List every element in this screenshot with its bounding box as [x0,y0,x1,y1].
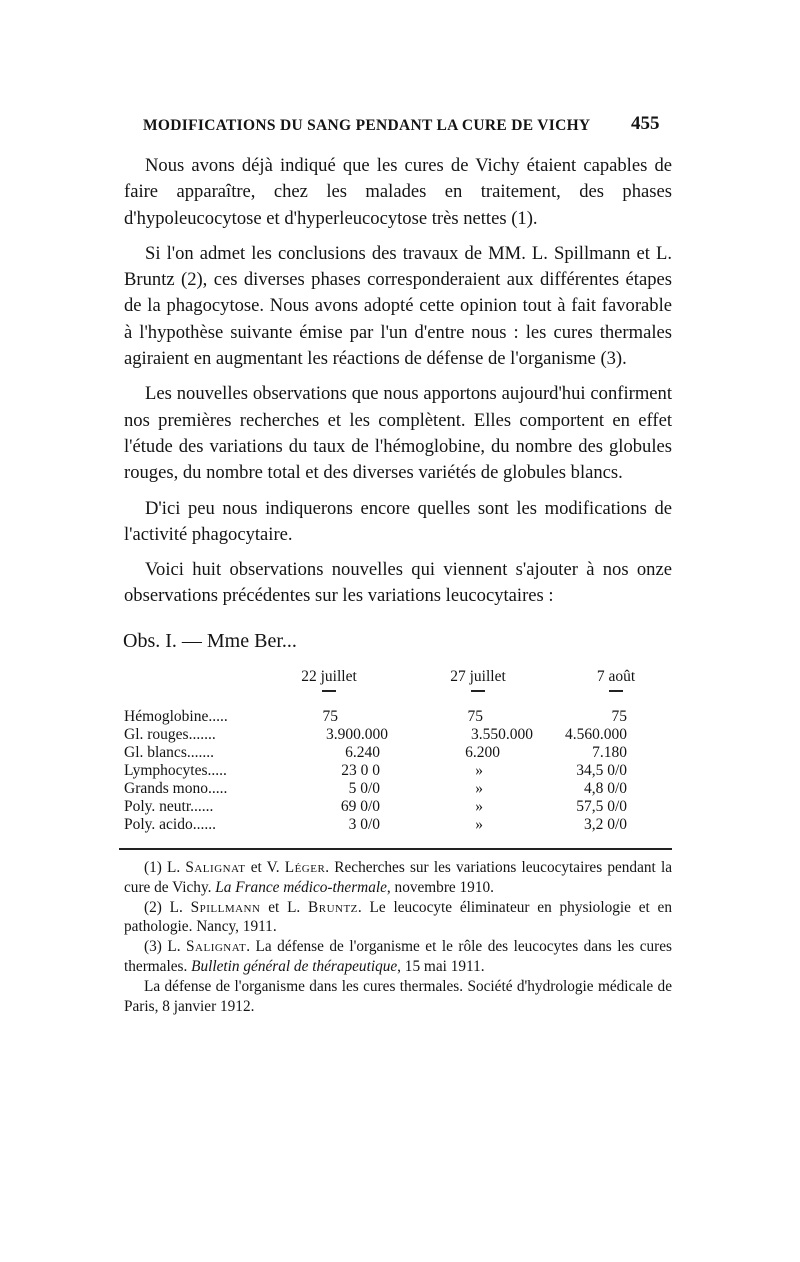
footnote-text: . La défense de l'organisme et le rôle des leucocytes dans les cures thermales. [124,938,672,975]
footnote-text: , 15 mai 1911. [397,957,485,975]
footnote-number: (3) L. [144,938,181,956]
footnote-author: Léger [284,859,326,876]
row-label: Poly. acido...... [124,816,216,833]
table-row [124,726,672,744]
footnote-journal: Bulletin général de thérapeutique [191,957,398,975]
table-cell: 4.560.000 [565,726,627,743]
table-cell: 3.550.000 [471,726,533,743]
footnote-journal: La France médico-thermale [215,878,387,896]
column-header: 22 juillet [301,668,357,685]
table-cell: 57,5 0/0 [576,798,627,815]
paragraph: Voici huit observations nouvelles qui viennent s'ajouter à nos onze observations précédentes sur les variations leucocytaires : [124,559,672,607]
footnote-author: Bruntz [308,898,358,916]
paragraph: Si l'on admet les conclusions des travaux de MM. L. Spillmann et L. Bruntz (2), ces diverses phases corresponderaient aux différentes étapes de la phagocytose. Nous avons adopté cette opinion tout à fait favorable à l'hypothèse suivante émise par l'un d'entre nous : les cures thermales agiraient en augmentant les réactions de défense de l'organisme (3). [124,242,672,370]
running-title: MODIFICATIONS DU SANG PENDANT LA CURE DE VICHY [143,117,591,134]
body-text [124,153,672,619]
table-cell: 3.900.000 [326,726,388,743]
table-cell: 3 0/0 [348,816,380,833]
footnote-text: . Recherches sur les variations leucocytaires pendant la cure de Vichy. [124,859,672,896]
column-header: 7 août [596,668,636,685]
footnote: La défense de l'organisme dans les cures thermales. Société d'hydrologie médicale de Paris, 8 janvier 1912. [124,977,672,1015]
footnote-text: et V. [250,859,280,876]
table-row [124,708,672,726]
page-header [0,113,800,141]
table-row [124,798,672,816]
table-cell: » [475,762,483,779]
column-dash [609,690,623,692]
table-cell: 23 0 0 [341,762,380,779]
table-row [124,762,672,780]
table-cell: 69 0/0 [340,798,380,815]
footnote [124,898,672,938]
row-label: Gl. rouges....... [124,726,216,743]
table-cell: 4,8 0/0 [583,780,627,797]
table-row [124,816,672,834]
row-label: Lymphocytes..... [124,762,227,779]
footnote-author: Salignat [186,938,247,956]
table-cell: 75 [322,708,338,725]
table-cell: » [475,816,483,833]
column-header: 27 juillet [450,668,506,685]
footnote-number: (2) L. [144,898,183,916]
table-cell: » [475,780,483,797]
column-dash [322,690,336,692]
table-cell: 5 0/0 [348,780,380,797]
table-cell: 75 [611,708,627,725]
row-label: Gl. blancs....... [124,744,214,761]
row-label: Poly. neutr...... [124,798,214,815]
page-number: 455 [631,113,660,134]
row-label: Grands mono..... [124,780,228,797]
table-cell: 6.200 [465,744,500,761]
column-dash [471,690,485,692]
footnotes [124,858,672,1016]
paragraph: D'ici peu nous indiquerons encore quelles sont les modifications de l'activité phagocytaire. [124,497,672,545]
footnote-text: et L. [268,898,301,916]
footnote-author: Salignat [185,859,246,876]
table-cell: 75 [467,708,483,725]
footnote [124,937,672,977]
table-row [124,744,672,762]
footnote-text: . Le leucocyte éliminateur en physiologie et en pathologie. Nancy, 1911. [124,898,672,936]
table-cell: 3,2 0/0 [583,816,627,833]
paragraph: Nous avons déjà indiqué que les cures de Vichy étaient capables de faire apparaître, chez les malades en traitement, des phases d'hypoleucocytose et d'hyperleucocytose très nettes (1). [124,155,672,229]
observation-title: Obs. I. — Mme Ber... [123,630,297,652]
table-row [124,780,672,798]
footnote-number: (1) L. [144,859,181,876]
table-cell: » [475,798,483,815]
paragraph: Les nouvelles observations que nous apportons aujourd'hui confirment nos premières recherches et les complètent. Elles comportent en effet l'étude des variations du taux de l'hémoglobine, du nombre des globules rouges, du nombre total et des diverses variétés de globules blancs. [124,383,672,484]
footnote-separator [119,848,672,850]
footnote-text: , novembre 1910. [386,878,494,896]
row-label: Hémoglobine..... [124,708,228,725]
footnote [124,858,672,898]
table-cell: 6.240 [345,744,380,761]
table-cell: 34,5 0/0 [576,762,627,779]
table-cell: 7.180 [592,744,627,761]
footnote-author: Spillmann [190,898,261,916]
